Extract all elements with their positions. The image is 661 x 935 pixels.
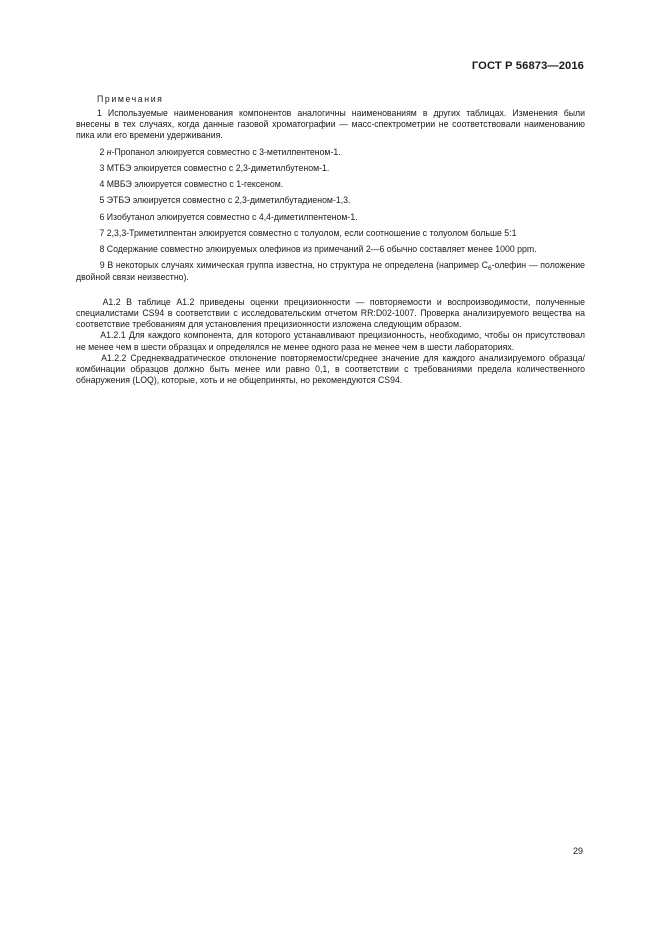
note-text-continued: -олефин — положение двойной связи неизвестно).: [76, 260, 585, 282]
note-7: [76, 228, 585, 239]
note-number: 2: [99, 146, 105, 157]
paragraph-a1-2-1: [76, 330, 585, 352]
page-number: 29: [572, 846, 583, 856]
note-3: [76, 163, 585, 174]
notes-title: Примечания: [97, 94, 164, 104]
note-text: Используемые наименования компонентов аналогичны наименованиям в других таблицах. Изменения были внесены в тех случаях, когда данные газовой хроматографии — масс-спектрометрии не соответствовали наименованию пика или его времени удерживания.: [76, 108, 585, 141]
note-text: Изобутанол элюируется совместно с 4,4-диметилпентеном-1.: [106, 211, 358, 222]
note-5: [76, 195, 585, 206]
paragraph-a1-2: [76, 297, 585, 330]
note-text: -Пропанол элюируется совместно с 3-метилпентеном-1.: [111, 146, 341, 157]
note-text: 2,3,3-Триметилпентан элюируется совместно с толуолом, если соотношение с толуолом больше 5:1: [106, 227, 517, 238]
standard-designation: ГОСТ Р 56873—2016: [471, 60, 584, 72]
note-number: 7: [99, 227, 105, 238]
note-subscript: 6: [487, 265, 492, 273]
note-text: ЭТБЭ элюируется совместно с 2,3-диметилбутадиеном-1,3.: [106, 195, 351, 206]
paragraph-text: А1.2 В таблице А1.2 приведены оценки прецизионности — повторяемости и воспроизводимости, полученные специалистами CS94 в соответствии с исследовательским отчетом RR:D02-1007. Проверка анализируемого вещества на соответствие требованиям для установления прецизионности изложена следующим образом.: [76, 296, 585, 330]
note-number: 3: [99, 162, 105, 173]
note-1: [76, 108, 585, 141]
note-number: 1: [97, 108, 102, 119]
note-8: [76, 244, 585, 255]
note-text: В некоторых случаях химическая группа известна, но структура не определена (например С: [107, 260, 488, 271]
paragraph-text: А1.2.1 Для каждого компонента, для которого устанавливают прецизионность, необходимо, чтобы он присутствовал не менее чем в шести образцах и определялся не менее одного раза не менее чем в шести лабораториях.: [76, 330, 585, 352]
note-number: 8: [99, 244, 105, 255]
paragraph-text: А1.2.2 Среднеквадратическое отклонение повторяемости/среднее значение для каждого анализируемого образца/комбинации образцов должно быть менее или равно 0,1, в соответствии с требованиями предела количественного обнаружения (LOQ), которые, хоть и не общеприняты, но рекомендуются CS94.: [76, 352, 585, 385]
note-4: [76, 179, 585, 190]
note-number: 9: [99, 260, 105, 271]
page-content: [76, 94, 585, 386]
note-6: [76, 212, 585, 223]
note-9: [76, 260, 585, 282]
note-number: 5: [99, 195, 105, 206]
spacer: [76, 288, 585, 297]
note-2: [76, 147, 585, 158]
note-number: 4: [99, 179, 105, 190]
note-italic-prefix: н: [106, 146, 112, 157]
note-text: МТБЭ элюируется совместно с 2,3-диметилбутеном-1.: [106, 162, 330, 173]
note-number: 6: [99, 211, 105, 222]
paragraph-a1-2-2: [76, 353, 585, 386]
note-text: Содержание совместно элюируемых олефинов из примечаний 2—6 обычно составляет менее 1000 ppm.: [106, 244, 537, 255]
note-text: МВБЭ элюируется совместно с 1-гексеном.: [106, 179, 284, 190]
